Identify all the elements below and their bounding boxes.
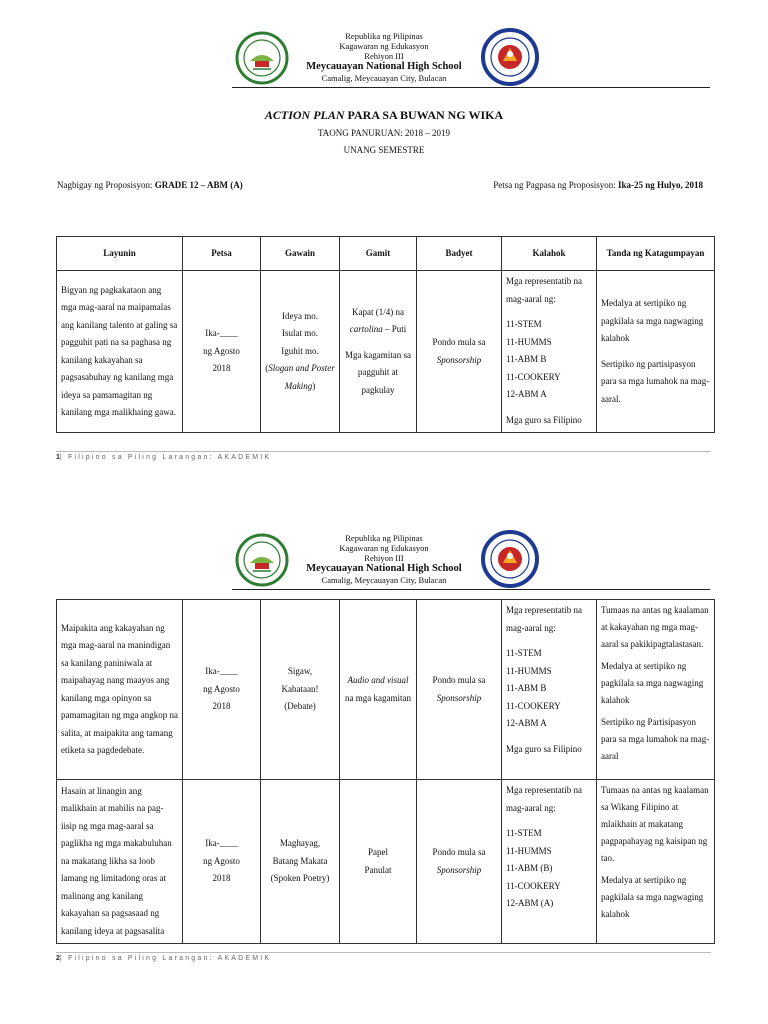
cell-kalahok <box>502 600 597 780</box>
cell-badyet <box>417 600 502 780</box>
region-line: Rehiyon III <box>364 553 404 563</box>
list-item: 11-COOKERY <box>506 880 561 891</box>
cell-tanda <box>597 600 715 780</box>
badyet-italic: Sponsorship <box>436 692 482 703</box>
petsa-year: 2018 <box>212 363 231 374</box>
kalahok-outro: Mga guro sa Filipino <box>506 743 582 754</box>
tanda-line: Medalya at sertipiko ng pagkilala sa mga nagwaging kalahok <box>601 661 704 705</box>
badyet-line <box>421 862 497 880</box>
paren-close: ) <box>312 380 316 391</box>
gawain-italic: Slogan and Poster Making <box>268 363 335 391</box>
gawain-line: Ideya mo. <box>282 310 318 321</box>
gamit-rest: – Puti <box>382 324 407 335</box>
gamit-line <box>344 672 412 690</box>
date-label: Petsa ng Pagpasa ng Proposisyon: <box>493 180 618 190</box>
semester: UNANG SEMESTRE <box>343 145 425 155</box>
cell-gawain <box>261 780 340 944</box>
cell-badyet <box>417 780 502 944</box>
tanda-line: Medalya at sertipiko ng pagkilala sa mga nagwaging kalahok <box>601 875 704 919</box>
kalahok-intro: Mga representatib na mag-aaral ng: <box>506 785 582 813</box>
petsa-day: Ika-____ <box>205 328 238 339</box>
gawain-line: Maghayag, <box>279 838 321 849</box>
tanda-line: Tumaas na antas ng kaalaman sa Wikang Filipino at mlaikhain at makatang pagpapahayag ng kaisipan ng tao. <box>601 785 709 863</box>
gamit-line: Kapat (1/4) na <box>352 306 404 317</box>
petsa-month: ng Agosto <box>203 345 240 356</box>
cell-layunin: Bigyan ng pagkakataon ang mga mag-aaral na maipamalas ang kanilang talento at galing sa pagguhit pati na sa paghasa ng kanilang kakayahan sa pagsasabuhay ng kanilang mga ideya sa pamamagitan ng kanilang mga malikhaing gawa. <box>57 271 183 433</box>
list-item: 11-HUMMS <box>506 336 552 347</box>
list-item: 12-ABM A <box>506 718 547 728</box>
header-layunin: Layunin <box>57 237 183 271</box>
proponent-value: GRADE 12 – ABM (A) <box>154 180 243 190</box>
region-line: Rehiyon III <box>364 51 404 61</box>
tanda-line: Medalya at sertipiko ng pagkilala sa mga nagwaging kalahok <box>601 298 704 343</box>
header-badyet: Badyet <box>417 237 502 271</box>
school-address: Camalig, Meycauayan City, Bulacan <box>321 575 447 585</box>
badyet-line <box>421 690 497 708</box>
header-gawain: Gawain <box>261 237 340 271</box>
cell-tanda <box>597 780 715 944</box>
badyet-line: Pondo mula sa <box>432 675 486 685</box>
petsa-year: 2018 <box>212 701 231 712</box>
petsa-year: 2018 <box>212 873 231 884</box>
list-item: 11-ABM B <box>506 683 547 693</box>
badyet-italic: Sponsorship <box>436 864 482 875</box>
badyet-italic: Sponsorship <box>436 354 482 365</box>
petsa-day: Ika-____ <box>205 838 238 849</box>
gawain-line: Batang Makata <box>272 855 328 866</box>
department-line: Kagawaran ng Edukasyon <box>339 543 429 553</box>
tanda-line: Sertipiko ng Partisipasyon para sa mga lumahok na mag-aaral <box>601 717 710 761</box>
title-italic: ACTION PLAN <box>264 108 345 122</box>
table-row <box>57 600 715 780</box>
header-petsa: Petsa <box>183 237 261 271</box>
page2-footer <box>56 952 711 962</box>
title-rest: PARA SA BUWAN NG WIKA <box>344 108 504 122</box>
header-tanda: Tanda ng Katagumpayan <box>597 237 715 271</box>
gawain-line: Iguhit mo. <box>281 345 319 356</box>
cell-layunin: Hasain at linangin ang malikhain at mabilis na pag-iisip ng mga mag-aaral sa paglikha ng mga makabuluhan na makatang likha sa loob lamang ng limitadong oras at malinang ang kanilang kakayahan sa pagsasaad ng kanilang ideya at pagsasalita <box>57 780 183 944</box>
gamit-line: na mga kagamitan <box>345 692 411 703</box>
page-number: 1 <box>56 454 60 461</box>
list-item: 11-ABM B <box>506 354 547 364</box>
page2-letterhead <box>0 533 768 585</box>
gamit-line: Papel <box>368 847 388 857</box>
tanda-line: Tumaas na antas ng kaalaman at kakayahan ng mga mag-aaral sa pakikipagtalastasan. <box>601 605 709 649</box>
list-item: 11-COOKERY <box>506 700 561 711</box>
action-plan-table-page2 <box>56 599 715 944</box>
kalahok-outro: Mga guro sa Filipino <box>506 414 582 425</box>
gawain-line: Kabataan! <box>281 683 319 694</box>
department-line: Kagawaran ng Edukasyon <box>339 41 429 51</box>
header-kalahok: Kalahok <box>502 237 597 271</box>
cell-petsa <box>183 600 261 780</box>
kalahok-intro: Mga representatib na mag-aaral ng: <box>506 276 582 304</box>
list-item: 11-ABM (B) <box>506 863 553 873</box>
gawain-line: (Debate) <box>284 701 316 712</box>
cell-layunin: Maipakita ang kakayahan ng mga mag-aaral na manindigan sa kanilang paniniwala at maipahayag nang maayos ang kanilang mga opinyon sa pamamagitan ng mga angkop na salita, at maipakita ang tamang etiketa sa pagdedebate. <box>57 600 183 780</box>
cell-gamit <box>340 600 417 780</box>
header-gamit: Gamit <box>340 237 417 271</box>
footer-text: | Filipino sa Piling Larangan: AKADEMIK <box>59 955 272 962</box>
gamit-italic: cartolina <box>349 324 383 335</box>
gamit-line: Panulat <box>364 864 392 875</box>
list-item: 12-ABM A <box>506 389 547 399</box>
school-name: Meycauayan National High School <box>306 563 462 574</box>
tanda-line: Sertipiko ng partisipasyon para sa mga lumahok na mag-aaral. <box>601 358 710 404</box>
proponent-label: Nagbigay ng Proposisyon: <box>57 180 155 190</box>
petsa-month: ng Agosto <box>203 855 240 866</box>
school-name: Meycauayan National High School <box>306 61 462 72</box>
badyet-line: Pondo mula sa <box>432 847 486 857</box>
gamit-italic: Audio and visual <box>347 675 409 685</box>
list-item: 11-HUMMS <box>506 665 552 676</box>
petsa-month: ng Agosto <box>203 683 240 694</box>
republic-line: Republika ng Pilipinas <box>345 31 423 41</box>
page-number: 2 <box>56 955 60 962</box>
school-address: Camalig, Meycauayan City, Bulacan <box>321 73 447 83</box>
spacer <box>506 817 592 825</box>
spacer <box>506 733 592 741</box>
gawain-line: (Spoken Poetry) <box>270 873 330 884</box>
gawain-line: Sigaw, <box>287 666 313 677</box>
gawain-line: Isulat mo. <box>282 328 318 339</box>
cell-kalahok <box>502 780 597 944</box>
list-item: 12-ABM (A) <box>506 898 554 908</box>
list-item: 11-STEM <box>506 828 542 838</box>
badyet-line: Pondo mula sa <box>432 337 486 347</box>
date-value: Ika-25 ng Hulyo, 2018 <box>617 180 703 190</box>
list-item: 11-STEM <box>506 319 542 329</box>
school-year: TAONG PANURUAN: 2018 – 2019 <box>318 128 450 138</box>
table-row <box>57 780 715 944</box>
cell-petsa <box>183 780 261 944</box>
cell-gamit <box>340 780 417 944</box>
petsa-day: Ika-____ <box>205 666 238 677</box>
kalahok-intro: Mga representatib na mag-aaral ng: <box>506 605 582 633</box>
paren-open: ( <box>265 363 269 374</box>
gamit-line: Mga kagamitan sa pagguhit at pagkulay <box>345 349 411 395</box>
list-item: 11-STEM <box>506 648 542 658</box>
footer-text: | Filipino sa Piling Larangan: AKADEMIK <box>59 454 272 461</box>
spacer <box>506 637 592 645</box>
republic-line: Republika ng Pilipinas <box>345 533 423 543</box>
cell-gawain <box>261 600 340 780</box>
letterhead-rule <box>232 589 710 590</box>
list-item: 11-COOKERY <box>506 371 561 382</box>
list-item: 11-HUMMS <box>506 845 552 856</box>
